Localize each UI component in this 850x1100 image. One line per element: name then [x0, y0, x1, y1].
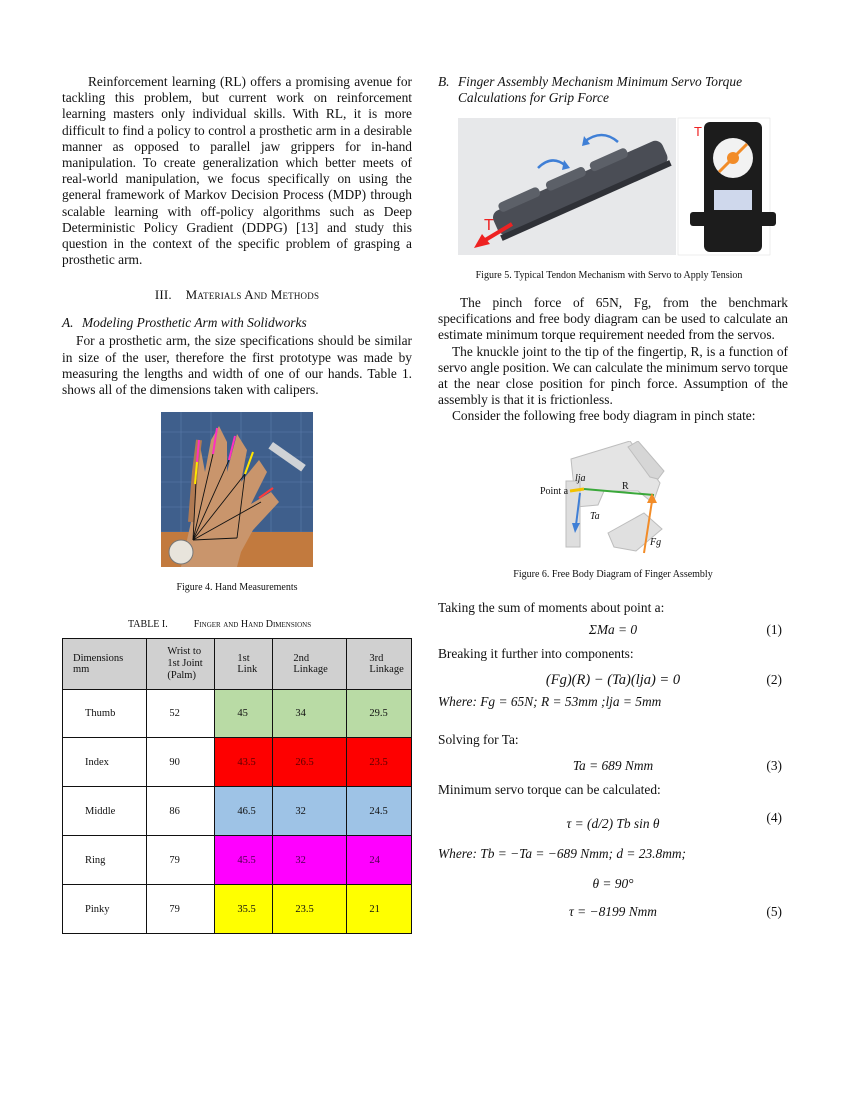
- cell-palm: 79: [147, 885, 215, 934]
- subsection-paragraph: For a prosthetic arm, the size specifications should be similar in size of the user, therefore the first prototype was made by measuring the lengths and width of one of our hands. Table 1. shows all of the dimensions taken with calipers.: [62, 333, 412, 398]
- equation-theta-body: θ = 90°: [592, 875, 634, 891]
- subsection-b-title-2: Calculations for Grip Force: [458, 90, 609, 105]
- cell-linkage-3: 24: [347, 836, 412, 885]
- cell-link-1: 46.5: [215, 787, 273, 836]
- cell-finger-name: Middle: [63, 787, 147, 836]
- table-title-row: [62, 619, 412, 630]
- equation-4: [438, 810, 788, 842]
- equation-4-body: τ = (d/2) Tb sin θ: [566, 815, 660, 831]
- section-heading: [62, 287, 412, 303]
- equation-3: [438, 758, 788, 780]
- subsection-b-title-1: Finger Assembly Mechanism Minimum Servo Torque: [458, 74, 743, 89]
- subsection-label: A.: [62, 315, 74, 331]
- table-row: [63, 738, 412, 787]
- figure-4-hand-photo: [161, 412, 313, 567]
- cell-linkage-3: 21: [347, 885, 412, 934]
- figure-6: [438, 441, 788, 561]
- figure-5-caption: Figure 5. Typical Tendon Mechanism with Servo to Apply Tension: [475, 270, 743, 281]
- equation-theta: [438, 876, 788, 898]
- fbd-lja-label: lja: [575, 472, 586, 484]
- cell-link-1: 45: [215, 690, 273, 738]
- paragraph-consider: Consider the following free body diagram in pinch state:: [452, 408, 756, 424]
- equation-5: [438, 904, 788, 926]
- header-link-1: 1st Link: [215, 639, 273, 690]
- cell-palm: 79: [147, 836, 215, 885]
- figure-5: [438, 116, 788, 258]
- table-title: Finger and Hand Dimensions: [193, 619, 312, 631]
- equation-2: [438, 672, 788, 694]
- right-column: [438, 74, 788, 926]
- fbd-r-label: R: [622, 480, 629, 492]
- cell-link-1: 45.5: [215, 836, 273, 885]
- cell-linkage-2: 26.5: [273, 738, 347, 787]
- equation-4-number: (4): [766, 809, 782, 825]
- hand-measurement-image: [161, 412, 313, 567]
- figure-6-caption: Figure 6. Free Body Diagram of Finger Assembly: [513, 568, 713, 580]
- header-dimensions: Dimensions mm: [63, 639, 147, 690]
- cell-link-1: 43.5: [215, 738, 273, 787]
- table-header-row: [63, 639, 412, 690]
- cell-palm: 86: [147, 787, 215, 836]
- text-minimum-servo-torque: Minimum servo torque can be calculated:: [438, 781, 661, 797]
- header-linkage-3: 3rd Linkage: [347, 639, 412, 690]
- subsection-heading-b: [438, 74, 788, 106]
- fbd-point-a-label: Point a: [540, 485, 569, 497]
- text-sum-of-moments: Taking the sum of moments about point a:: [438, 599, 665, 615]
- tension-label-right: T: [694, 124, 702, 139]
- paragraph-pinch-force: The pinch force of 65N, Fg, from the benchmark specifications and free body diagram can be used to calculate an estimate minimum torque requirement needed from the servos.: [438, 295, 788, 343]
- equation-2-body: (Fg)(R) − (Ta)(lja) = 0: [545, 671, 681, 688]
- cell-link-1: 35.5: [215, 885, 273, 934]
- table-label: TABLE I.: [128, 619, 168, 631]
- equation-5-number: (5): [766, 903, 782, 919]
- figure-4-caption: Figure 4. Hand Measurements: [176, 582, 298, 594]
- free-body-diagram-image: [438, 441, 788, 561]
- table-row: [63, 836, 412, 885]
- table-row: [63, 885, 412, 934]
- table-row: [63, 690, 412, 738]
- cell-linkage-3: 23.5: [347, 738, 412, 787]
- cell-finger-name: Pinky: [63, 885, 147, 934]
- subsection-b-label: B.: [438, 74, 450, 89]
- cell-linkage-2: 23.5: [273, 885, 347, 934]
- left-column: [62, 74, 412, 934]
- subsection-heading-a: [62, 315, 412, 331]
- equation-2-number: (2): [766, 671, 782, 687]
- equation-3-number: (3): [766, 757, 782, 773]
- text-breaking-components: Breaking it further into components:: [438, 645, 634, 661]
- cell-palm: 52: [147, 690, 215, 738]
- cell-finger-name: Ring: [63, 836, 147, 885]
- header-linkage-2: 2nd Linkage: [273, 639, 347, 690]
- equation-3-body: Ta = 689 Nmm: [572, 757, 654, 773]
- cell-finger-name: Thumb: [63, 690, 147, 738]
- section-title: Materials And Methods: [185, 287, 320, 303]
- fbd-ta-label: Ta: [590, 510, 600, 522]
- tension-label-left: T: [484, 217, 494, 234]
- table-row: [63, 787, 412, 836]
- fbd-fg-label: Fg: [650, 536, 662, 548]
- finger-dimensions-table: [62, 638, 412, 934]
- cell-linkage-3: 29.5: [347, 690, 412, 738]
- text-where-2: Where: Tb = −Ta = −689 Nmm; d = 23.8mm;: [438, 845, 687, 861]
- paragraph-knuckle-joint: The knuckle joint to the tip of the fingertip, R, is a function of servo angle position. We can calculate the minimum servo torque at the near close position for pinch force. Assumption of the assembly is that it is frictionless.: [438, 343, 788, 408]
- subsection-title: Modeling Prosthetic Arm with Solidworks: [82, 315, 307, 331]
- cell-linkage-2: 34: [273, 690, 347, 738]
- equation-1: [438, 622, 788, 644]
- header-palm: Wrist to 1st Joint (Palm): [147, 639, 215, 690]
- equation-5-body: τ = −8199 Nmm: [569, 903, 657, 919]
- text-solving: Solving for Ta:: [438, 731, 519, 747]
- text-where-1: Where: Fg = 65N; R = 53mm ;lja = 5mm: [438, 693, 662, 709]
- equation-1-body: ΣMa = 0: [588, 621, 638, 637]
- section-number: III.: [154, 287, 172, 303]
- cell-linkage-2: 32: [273, 787, 347, 836]
- tendon-mechanism-image: [438, 116, 788, 258]
- cell-finger-name: Index: [63, 738, 147, 787]
- equation-1-number: (1): [766, 621, 782, 637]
- cell-linkage-3: 24.5: [347, 787, 412, 836]
- cell-linkage-2: 32: [273, 836, 347, 885]
- cell-palm: 90: [147, 738, 215, 787]
- intro-paragraph: Reinforcement learning (RL) offers a promising avenue for tackling this problem, but current work on reinforcement learning masters only individual skills. With RL, it is more difficult to find a policy to control a prosthetic arm in a desirable manner as opposed to parallel jaw grippers for in-hand manipulation. To create generalization which better meets of real-world manipulation, we focus specifically on using the general framework of Markov Decision Process (MDP) through scalable learning with off-policy algorithms such as Deep Deterministic Policy Gradient (DDPG) [13] and study this question in the context of the specific problem of grasping a prosthetic arm.: [62, 74, 412, 268]
